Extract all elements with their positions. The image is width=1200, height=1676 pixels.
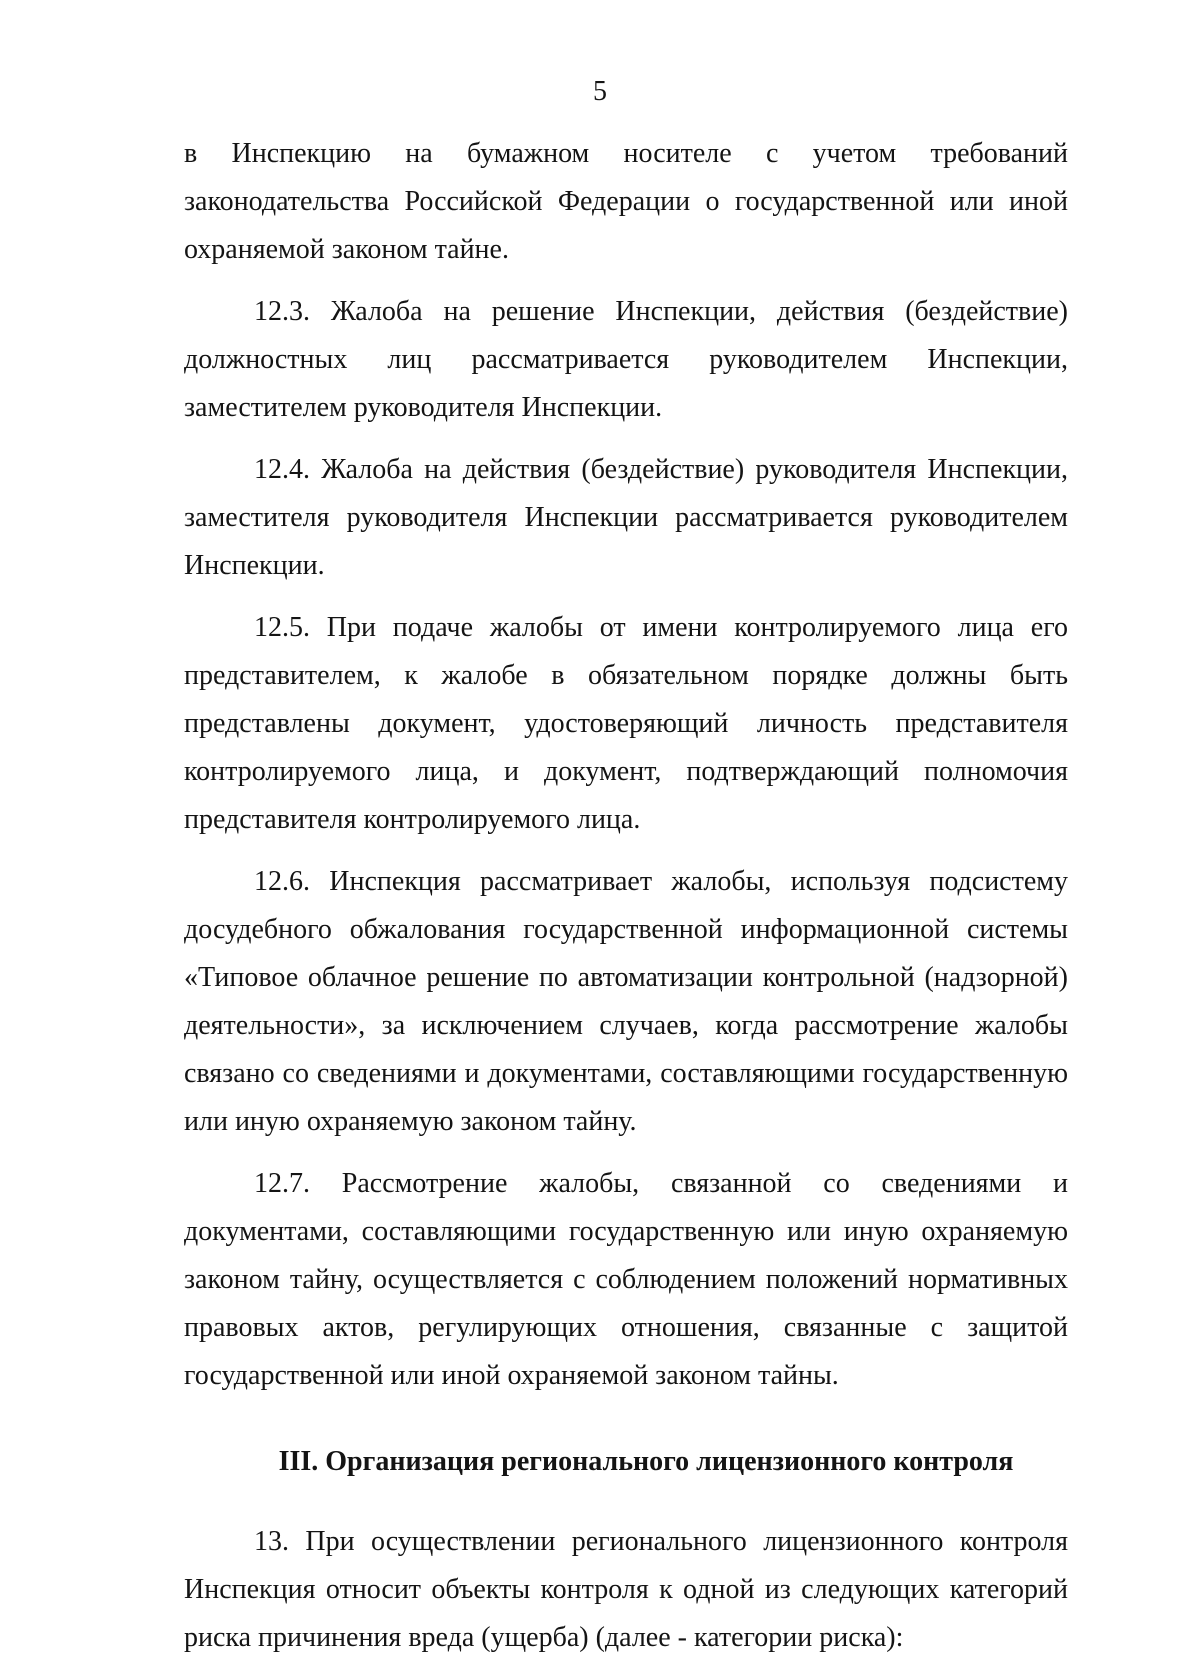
paragraph-12-5: 12.5. При подаче жалобы от имени контролируемого лица его представителем, к жалобе в обязательном порядке должны быть представлены документ, удостоверяющий личность представителя контролируемого лица, и документ, подтверждающий полномочия представителя контролируемого лица. <box>184 612 1068 835</box>
paragraph-12-6: 12.6. Инспекция рассматривает жалобы, используя подсистему досудебного обжалования государственной информационной системы «Типовое облачное решение по автоматизации контрольной (надзорной) деятельности», за исключением случаев, когда рассмотрение жалобы связано со сведениями и документами, составляющими государственную или иную охраняемую законом тайну. <box>184 866 1068 1137</box>
document-body <box>184 130 1068 1676</box>
section-heading: III. Организация регионального лицензионного контроля <box>278 1446 1014 1477</box>
paragraph-12-4: 12.4. Жалоба на действия (бездействие) руководителя Инспекции, заместителя руководителя Инспекции рассматривается руководителем Инспекции. <box>184 454 1068 581</box>
paragraph-12-3: 12.3. Жалоба на решение Инспекции, действия (бездействие) должностных лиц рассматривается руководителем Инспекции, заместителем руководителя Инспекции. <box>184 296 1068 423</box>
page-number: 5 <box>593 76 607 107</box>
paragraph-13: 13. При осуществлении регионального лицензионного контроля Инспекция относит объекты контроля к одной из следующих категорий риска причинения вреда (ущерба) (далее - категории риска): <box>184 1526 1068 1653</box>
paragraph-12-7: 12.7. Рассмотрение жалобы, связанной со сведениями и документами, составляющими государственную или иную охраняемую законом тайну, осуществляется с соблюдением положений нормативных правовых актов, регулирующих отношения, связанные с защитой государственной или иной охраняемой законом тайны. <box>184 1168 1068 1391</box>
paragraph-continuation: в Инспекцию на бумажном носителе с учетом требований законодательства Российской Федерации о государственной или иной охраняемой законом тайне. <box>184 138 1068 265</box>
